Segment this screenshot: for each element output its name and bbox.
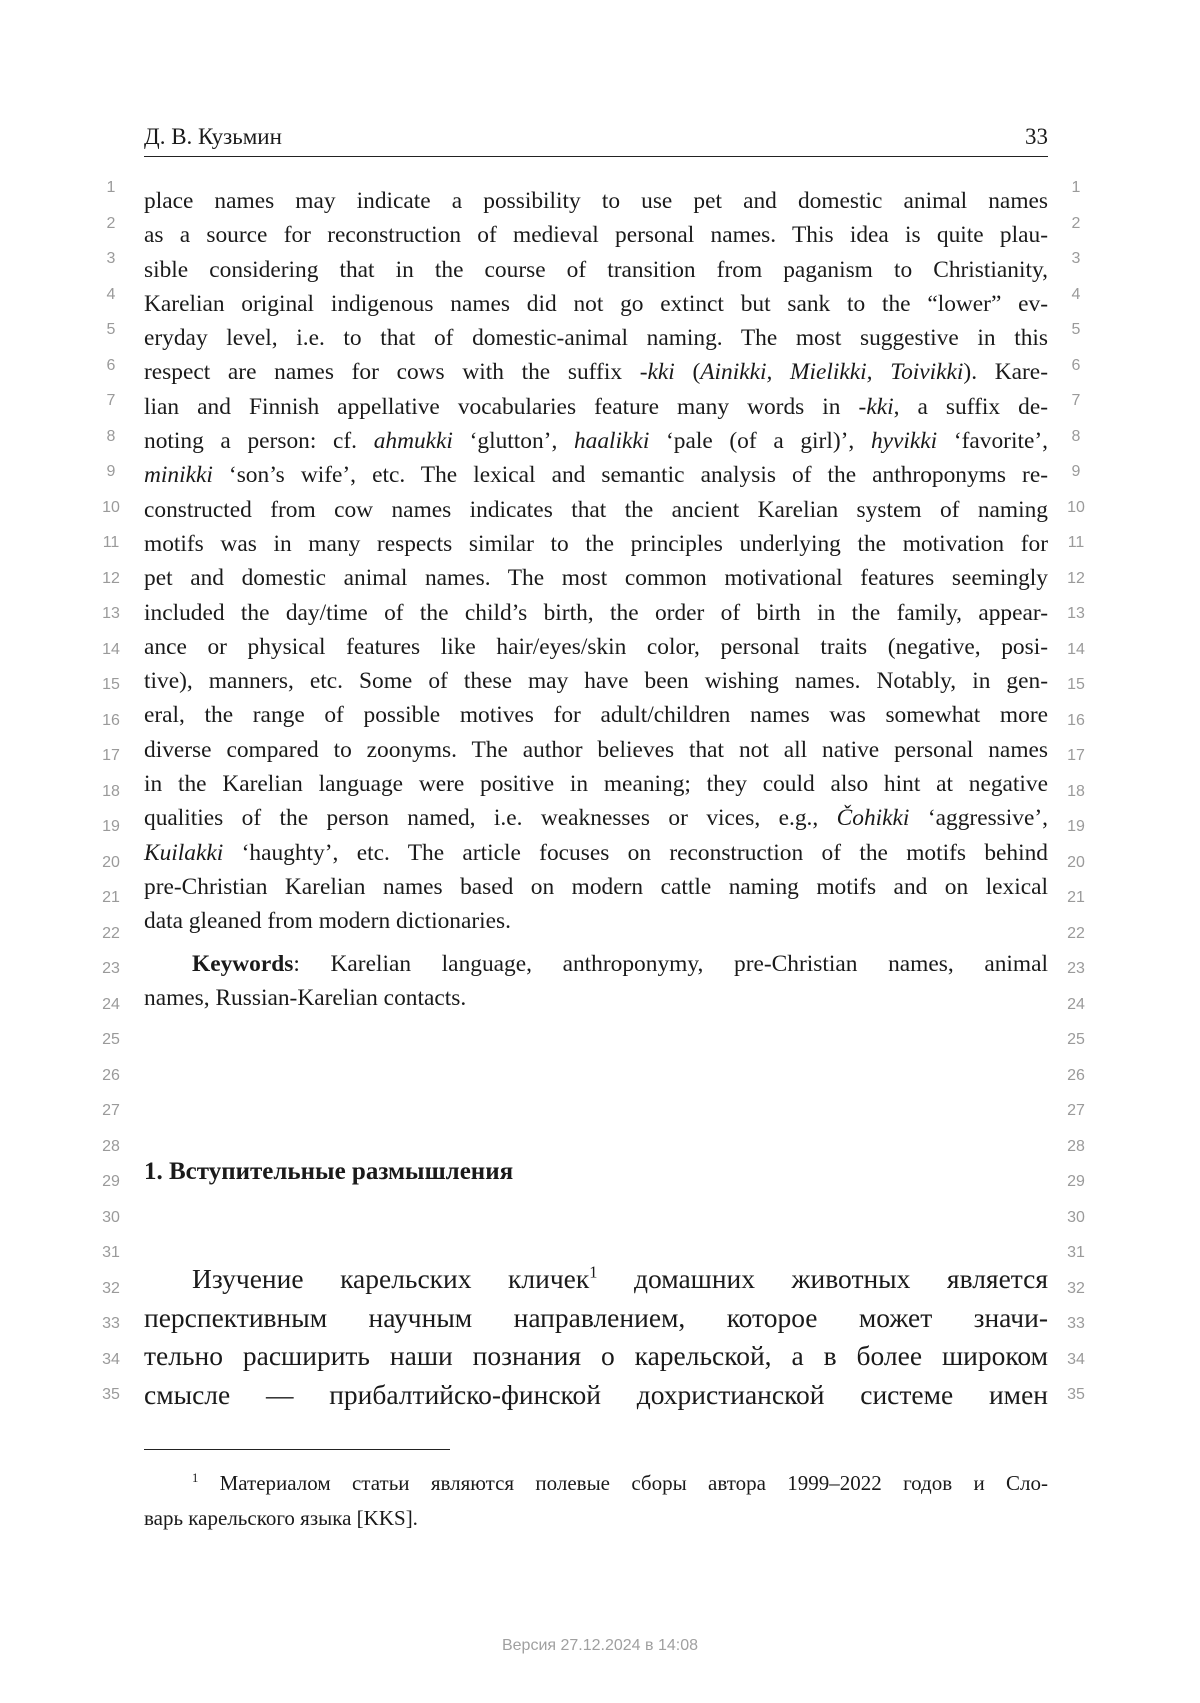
italic-term: ahmukki <box>373 428 453 455</box>
line-number: 34 <box>102 1351 120 1368</box>
line-number: 23 <box>102 960 120 977</box>
abstract-line <box>144 801 1048 835</box>
line-number: 13 <box>102 605 120 622</box>
line-number: 7 <box>106 392 116 409</box>
line-number: 11 <box>1067 534 1085 551</box>
line-number: 1 <box>106 179 116 196</box>
body-line: тельно расширить наши познания о карельской, а в более широком <box>144 1340 1048 1372</box>
abstract-line: pet and domestic animal names. The most common motivational features seemingly <box>144 565 1048 592</box>
abstract-line: tive), manners, etc. Some of these may have been wishing names. Notably, in gen- <box>144 668 1048 695</box>
abstract-line: motifs was in many respects similar to the principles underlying the motivation for <box>144 530 1048 557</box>
abstract-text-run: ‘favorite’, <box>937 428 1048 455</box>
line-number: 6 <box>1071 357 1081 374</box>
footnote-separator <box>144 1449 450 1450</box>
abstract-line: as a source for reconstruction of medieval personal names. This idea is quite plau- <box>144 222 1048 249</box>
line-number: 17 <box>102 747 120 764</box>
italic-term: haalikki <box>573 428 650 455</box>
abstract-line <box>144 355 1048 389</box>
line-number: 30 <box>102 1209 120 1226</box>
keywords-line <box>144 947 1048 981</box>
line-number: 4 <box>1071 286 1081 303</box>
line-number: 35 <box>102 1386 120 1403</box>
line-number: 32 <box>102 1280 120 1297</box>
abstract-line: Karelian original indigenous names did not go extinct but sank to the “lower” ev- <box>144 290 1048 317</box>
abstract-line <box>144 424 1048 458</box>
abstract-text-run: respect are names for cows with the suffix <box>144 359 640 386</box>
footnote-marker: 1 <box>192 1470 199 1485</box>
italic-term: -kki <box>639 359 675 386</box>
italic-term: -kki <box>858 393 894 420</box>
line-number: 3 <box>1071 250 1081 267</box>
line-number: 21 <box>1067 889 1085 906</box>
line-number: 5 <box>1071 321 1081 338</box>
line-number: 30 <box>1067 1209 1085 1226</box>
line-number: 22 <box>102 925 120 942</box>
italic-term: minikki <box>144 462 213 489</box>
line-number: 9 <box>106 463 116 480</box>
line-number: 5 <box>106 321 116 338</box>
abstract-line: included the day/time of the child’s birth, the order of birth in the family, appear- <box>144 599 1048 626</box>
line-number: 14 <box>1067 641 1085 658</box>
footnote <box>144 1466 1048 1535</box>
line-number: 7 <box>1071 392 1081 409</box>
line-number: 22 <box>1067 925 1085 942</box>
abstract-text-run: ‘haughty’, etc. The article focuses on reconstruction of the motifs behind <box>223 839 1048 866</box>
line-number: 24 <box>1067 996 1085 1013</box>
line-number: 2 <box>1071 215 1081 232</box>
page-number: 33 <box>1025 124 1048 149</box>
line-number: 9 <box>1071 463 1081 480</box>
line-number: 16 <box>102 712 120 729</box>
abstract-text-run: noting a person: cf. <box>144 428 374 455</box>
line-number: 14 <box>102 641 120 658</box>
body-line: перспективным научным направлением, которое может значи- <box>144 1301 1048 1333</box>
line-number: 20 <box>102 854 120 871</box>
italic-term: Ainikki, Mielikki, Toivikki <box>700 359 964 386</box>
keywords-label: Keywords <box>192 950 294 977</box>
abstract-line <box>144 390 1048 424</box>
line-number: 20 <box>1067 854 1085 871</box>
line-number: 12 <box>102 570 120 587</box>
line-number: 26 <box>1067 1067 1085 1084</box>
section-heading: 1. Вступительные размышления <box>144 1158 514 1185</box>
abstract-text-run: ( <box>674 359 701 386</box>
line-number: 2 <box>106 215 116 232</box>
line-number: 8 <box>1071 428 1081 445</box>
line-number: 27 <box>102 1102 120 1119</box>
line-number: 11 <box>102 534 120 551</box>
italic-term: hyvikki <box>870 428 938 455</box>
abstract-line: data gleaned from modern dictionaries. <box>144 908 511 935</box>
footnote-text: Материалом статьи являются полевые сборы автора 1999–2022 годов и Сло- <box>198 1471 1048 1495</box>
line-number: 12 <box>1067 570 1085 587</box>
abstract-line: place names may indicate a possibility to use pet and domestic animal names <box>144 188 1048 214</box>
body-text-run: Изучение карельских кличек <box>192 1263 590 1294</box>
abstract-line <box>144 836 1048 870</box>
footnote-line <box>144 1466 1048 1501</box>
line-number: 3 <box>106 250 116 267</box>
body-line: смысле — прибалтийско-финской дохристианской системе имен <box>144 1378 1048 1410</box>
line-number: 18 <box>102 783 120 800</box>
line-number: 24 <box>102 996 120 1013</box>
version-stamp: Версия 27.12.2024 в 14:08 <box>501 1637 699 1654</box>
line-number: 27 <box>1067 1102 1085 1119</box>
body-text-run: домашних животных является <box>597 1263 1048 1294</box>
line-number: 19 <box>102 818 120 835</box>
line-number: 28 <box>1067 1138 1085 1155</box>
italic-term: Čohikki <box>836 805 910 832</box>
abstract-text-run: qualities of the person named, i.e. weaknesses or vices, e.g., <box>144 805 837 832</box>
line-number: 21 <box>102 889 120 906</box>
line-number: 10 <box>102 499 120 516</box>
line-number: 23 <box>1067 960 1085 977</box>
abstract-text-run: ‘son’s wife’, etc. The lexical and semantic analysis of the anthroponyms re- <box>212 462 1048 489</box>
abstract-text <box>144 184 1048 1015</box>
body-text <box>144 1260 1048 1414</box>
line-number: 25 <box>1067 1031 1085 1048</box>
line-number: 16 <box>1067 712 1085 729</box>
keywords-line: names, Russian-Karelian contacts. <box>144 984 467 1011</box>
keywords-text: : Karelian language, anthroponymy, pre-Christian names, animal <box>293 950 1048 977</box>
line-number: 35 <box>1067 1386 1085 1403</box>
footnote-line: варь карельского языка [KKS]. <box>144 1505 418 1530</box>
abstract-text-run: , a suffix de- <box>893 393 1048 420</box>
line-number: 13 <box>1067 605 1085 622</box>
italic-term: Kuilakki <box>144 839 224 866</box>
line-number: 31 <box>102 1244 120 1261</box>
line-number: 28 <box>102 1138 120 1155</box>
line-number: 10 <box>1067 499 1085 516</box>
line-number: 26 <box>102 1067 120 1084</box>
running-head-author: Д. В. Кузьмин <box>144 124 282 149</box>
abstract-text-run: lian and Finnish appellative vocabularies feature many words in <box>144 393 859 420</box>
abstract-line: sible considering that in the course of transition from paganism to Christianity, <box>144 256 1048 283</box>
running-head <box>144 122 1048 157</box>
abstract-line: eryday level, i.e. to that of domestic-animal naming. The most suggestive in this <box>144 325 1048 352</box>
abstract-line: eral, the range of possible motives for adult/children names was somewhat more <box>144 702 1048 729</box>
abstract-line: ance or physical features like hair/eyes/skin color, personal traits (negative, posi- <box>144 633 1048 660</box>
abstract-text-run: ). Kare- <box>963 359 1048 386</box>
line-number: 6 <box>106 357 116 374</box>
abstract-line: in the Karelian language were positive in meaning; they could also hint at negative <box>144 771 1048 798</box>
footnote-reference: 1 <box>589 1262 598 1282</box>
body-line <box>144 1260 1048 1299</box>
abstract-line: diverse compared to zoonyms. The author believes that not all native personal names <box>144 736 1048 763</box>
line-number: 19 <box>1067 818 1085 835</box>
line-number: 4 <box>106 286 116 303</box>
abstract-line: pre-Christian Karelian names based on modern cattle naming motifs and on lexical <box>144 873 1048 900</box>
line-number: 1 <box>1071 179 1081 196</box>
line-number: 32 <box>1067 1280 1085 1297</box>
line-number: 25 <box>102 1031 120 1048</box>
line-number: 15 <box>102 676 120 693</box>
line-number: 18 <box>1067 783 1085 800</box>
abstract-text-run: ‘aggressive’, <box>909 805 1048 832</box>
abstract-line: constructed from cow names indicates that the ancient Karelian system of naming <box>144 496 1048 523</box>
abstract-text-run: ‘pale (of a girl)’, <box>649 428 871 455</box>
line-number: 17 <box>1067 747 1085 764</box>
line-number: 29 <box>1067 1173 1085 1190</box>
line-number: 31 <box>1067 1244 1085 1261</box>
line-number: 15 <box>1067 676 1085 693</box>
line-number: 33 <box>1067 1315 1085 1332</box>
line-number: 8 <box>106 428 116 445</box>
abstract-line <box>144 458 1048 492</box>
line-number: 33 <box>102 1315 120 1332</box>
line-number: 29 <box>102 1173 120 1190</box>
abstract-text-run: ‘glutton’, <box>452 428 574 455</box>
line-number: 34 <box>1067 1351 1085 1368</box>
